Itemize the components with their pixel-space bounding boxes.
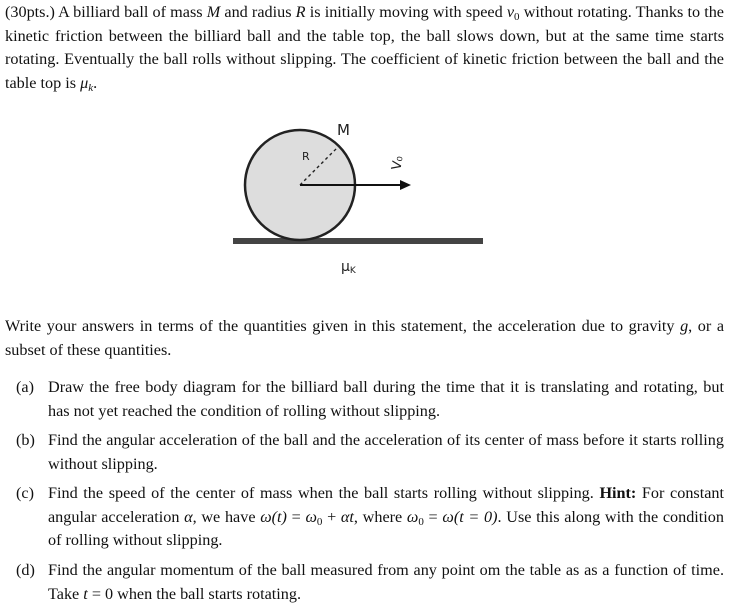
question-label: (c) — [16, 484, 34, 502]
table-top — [233, 238, 483, 244]
velocity-label: V₀ — [389, 154, 407, 172]
speed-symbol: v — [506, 3, 515, 21]
question-label: (a) — [16, 378, 34, 396]
points-label: (30pts.) — [5, 3, 55, 21]
mass-label: M — [337, 121, 350, 139]
velocity-arrowhead — [400, 180, 411, 190]
question-label: (b) — [16, 431, 35, 449]
hint-label: Hint: — [599, 484, 637, 502]
question-label: (d) — [16, 561, 35, 579]
friction-label: μK — [341, 259, 356, 275]
radius-label: R — [302, 150, 310, 163]
gravity-symbol: g — [680, 317, 689, 335]
mass-symbol: M — [206, 3, 221, 21]
problem-statement: (30pts.) A billiard ball of mass M and radius R is initially moving with speed $v_0$ without rotating. Thanks to the kinetic friction between the billiard ball and the table top, the ball slows down, but at the same time starts rotating. Eventually the ball rolls without slipping. The coefficient of kinetic friction between the ball and the table top is $\mu_k$. — [5, 3, 724, 94]
question-text: Find the speed of the center of mass when the ball starts rolling without slipping. Hint: For constant angular acceleration α, we have $\omega(t) = \omega_0 + \alpha t$, where $\omega_0 = \omega(t = 0)$. Use this along with the condition of rolling without slipping. — [48, 484, 724, 549]
question-text: Draw the free body diagram for the billiard ball during the time that it is translating and rotating, but has not yet reached the condition of rolling without slipping. — [48, 378, 724, 420]
mu-symbol: μ — [80, 73, 89, 92]
instructions: Write your answers in terms of the quantities given in this statement, the acceleration due to gravity g, or a subset of these quantities. — [5, 317, 725, 359]
radius-symbol: R — [295, 3, 306, 21]
billiard-ball-figure — [225, 110, 495, 275]
question-text: Find the angular momentum of the ball measured from any point om the table as as a function of time. Take t = 0 when the ball starts rotating. — [48, 561, 724, 603]
question-text: Find the angular acceleration of the ball and the acceleration of its center of mass before it starts rolling without slipping. — [48, 431, 724, 473]
